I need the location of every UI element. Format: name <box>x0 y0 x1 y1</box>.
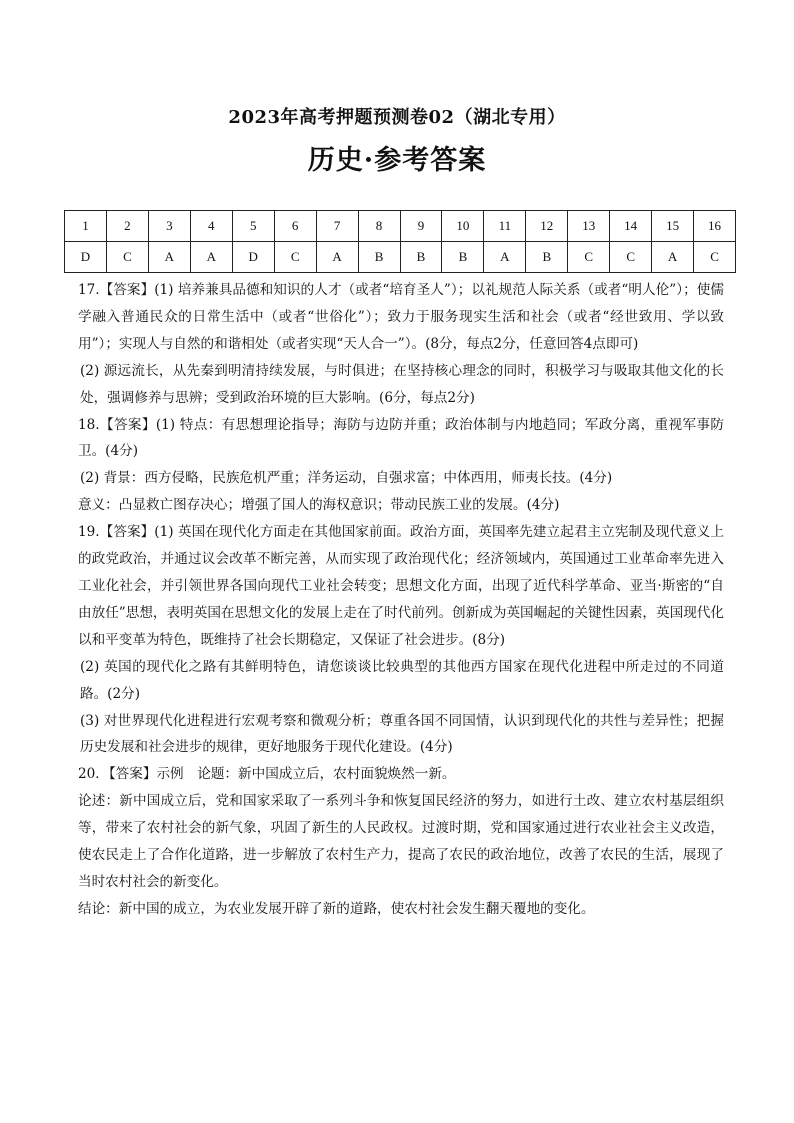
answer-20-thesis: 20．【答案】示例 论题：新中国成立后，农村面貌焕然一新。 <box>78 766 456 783</box>
question-number: 3 <box>148 211 190 242</box>
question-number: 12 <box>526 211 568 242</box>
question-number: 16 <box>694 211 736 242</box>
question-number: 14 <box>610 211 652 242</box>
answer-cell: A <box>652 242 694 273</box>
answer-18-part-1: 18.【答案】(1) 特点：有思想理论指导；海防与边防并重；政治体制与内地趋同；军政分离，重视军事防卫。(4分) <box>78 416 724 460</box>
answer-cell: B <box>358 242 400 273</box>
question-number: 1 <box>65 211 107 242</box>
answer-cell: C <box>694 242 736 273</box>
question-number: 15 <box>652 211 694 242</box>
question-number: 7 <box>316 211 358 242</box>
answer-cell: C <box>610 242 652 273</box>
answer-cell: B <box>442 242 484 273</box>
question-number: 10 <box>442 211 484 242</box>
answer-cell: C <box>106 242 148 273</box>
page-subtitle: 历史·参考答案 <box>307 145 487 176</box>
question-number-row <box>65 211 736 242</box>
answer-cell: C <box>568 242 610 273</box>
answer-row <box>65 242 736 273</box>
answer-19-part-3: (3) 对世界现代化进程进行宏观考察和微观分析；尊重各国不同国情，认识到现代化的共性与差异性；把握历史发展和社会进步的规律，更好地服务于现代化建设。(4分) <box>80 712 724 756</box>
answer-19-part-2: (2) 英国的现代化之路有其鲜明特色，请您谈谈比较典型的其他西方国家在现代化进程中所走过的不同道路。(2分) <box>80 658 724 702</box>
answer-20-conclusion: 结论：新中国的成立，为农业发展开辟了新的道路，使农村社会发生翻天覆地的变化。 <box>78 900 595 917</box>
answer-18-significance: 意义：凸显救亡图存决心；增强了国人的海权意识；带动民族工业的发展。(4分) <box>78 497 560 514</box>
question-number: 8 <box>358 211 400 242</box>
answer-explanations <box>78 277 724 923</box>
answer-cell: D <box>232 242 274 273</box>
answer-table <box>64 210 736 273</box>
answer-cell: D <box>65 242 107 273</box>
answer-17-part-1: 17.【答案】(1) 培养兼具品德和知识的人才（或者“培育圣人”）；以礼规范人际关系（或者“明人伦”）；使儒学融入普通民众的日常生活中（或者“世俗化”）；致力于服务现实生活和社会（或者“经世致用、学以致用”）；实现人与自然的和谐相处（或者实现“天人合一”）。(8分，每点2分，任意回答4点即可) <box>78 282 724 352</box>
question-number: 11 <box>484 211 526 242</box>
answer-cell: A <box>484 242 526 273</box>
question-number: 5 <box>232 211 274 242</box>
answer-cell: C <box>274 242 316 273</box>
answer-17-part-2: (2) 源远流长，从先秦到明清持续发展，与时俱进；在坚持核心理念的同时，积极学习与吸取其他文化的长处，强调修养与思辨；受到政治环境的巨大影响。(6分，每点2分) <box>80 362 724 406</box>
answer-19-part-1: 19.【答案】(1) 英国在现代化方面走在其他国家前面。政治方面，英国率先建立起君主立宪制及现代意义上的政党政治，并通过议会改革不断完善，从而实现了政治现代化；经济领域内，英国通过工业革命率先进入工业化社会，并引领世界各国向现代工业社会转变；思想文化方面，出现了近代科学革命、亚当·斯密的“自由放任”思想，表明英国在思想文化的发展上走在了时代前列。创新成为英国崛起的关键性因素，英国现代化以和平变革为特色，既维持了社会长期稳定，又保证了社会进步。(8分) <box>78 524 724 648</box>
question-number: 4 <box>190 211 232 242</box>
answer-cell: B <box>526 242 568 273</box>
answer-cell: A <box>148 242 190 273</box>
answer-cell: B <box>400 242 442 273</box>
page-title: 2023年高考押题预测卷02（湖北专用） <box>228 107 566 128</box>
question-number: 13 <box>568 211 610 242</box>
question-number: 9 <box>400 211 442 242</box>
question-number: 2 <box>106 211 148 242</box>
question-number: 6 <box>274 211 316 242</box>
answer-20-argument: 论述：新中国成立后，党和国家采取了一系列斗争和恢复国民经济的努力，如进行土改、建立农村基层组织等，带来了农村社会的新气象，巩固了新生的人民政权。过渡时期，党和国家通过进行农业社会主义改造，使农民走上了合作化道路，进一步解放了农村生产力，提高了农民的政治地位，改善了农民的生活，展现了当时农村社会的新变化。 <box>78 793 724 890</box>
answer-cell: A <box>316 242 358 273</box>
answer-18-part-2: (2) 背景：西方侵略，民族危机严重；洋务运动，自强求富；中体西用，师夷长技。(4分) <box>80 470 613 487</box>
answer-cell: A <box>190 242 232 273</box>
